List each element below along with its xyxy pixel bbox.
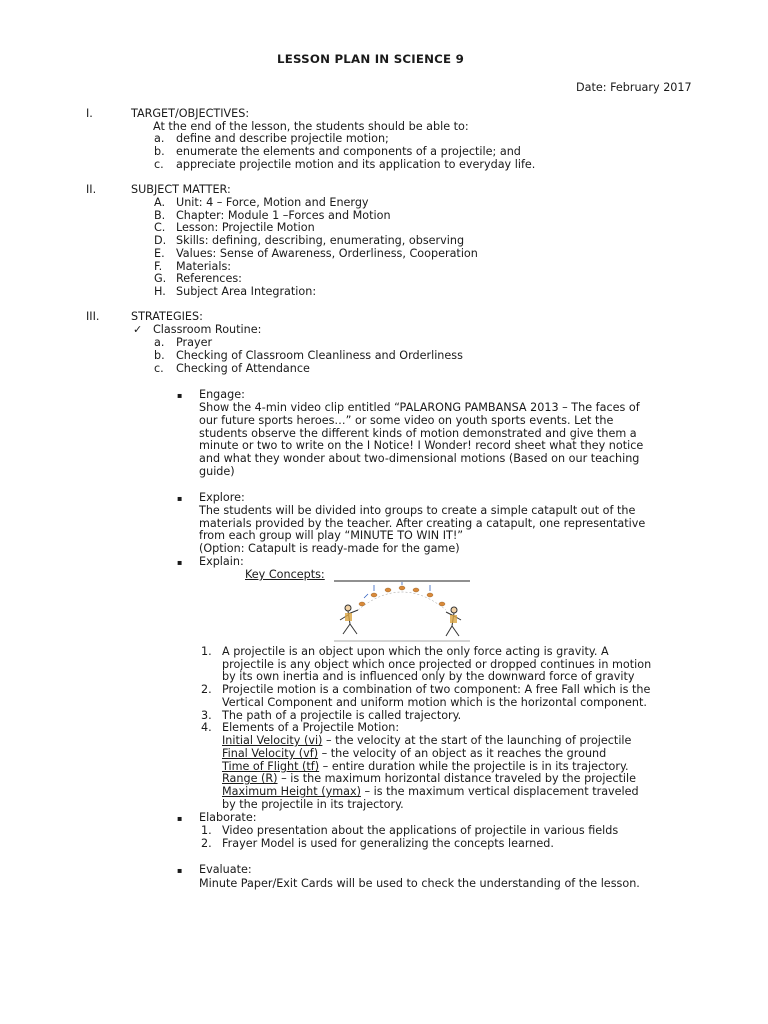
explain-label: Explain: [199,555,244,568]
subject-letter: G. [154,272,167,285]
subject-item: Skills: defining, describing, enumerating, observing [176,234,465,247]
section-1-intro: At the end of the lesson, the students should be able to: [153,120,469,133]
engage-label: Engage: [199,388,245,401]
subject-item: Unit: 4 – Force, Motion and Energy [176,196,369,209]
routine-label: Classroom Routine: [153,323,262,336]
concept-line: Projectile motion is a combination of two component: A free Fall which is the [222,683,651,696]
projectile-motion-illustration [334,580,470,642]
section-2-numeral: II. [86,183,97,196]
bullet-icon: ▪ [177,494,183,503]
concept-line: Elements of a Projectile Motion: [222,721,400,734]
engage-line: Show the 4-min video clip entitled “PALARONG PAMBANSA 2013 – The faces of [199,401,640,414]
objective-item: define and describe projectile motion; [176,132,389,145]
concept-line: Vertical Component and uniform motion which is the horizontal component. [222,696,647,709]
element-definition [222,785,639,798]
section-2-heading: SUBJECT MATTER: [131,183,231,196]
element-term: Final Velocity (vf) [222,747,319,760]
routine-item: Prayer [176,336,213,349]
subject-item: Materials: [176,260,232,273]
subject-item: Values: Sense of Awareness, Orderliness, Cooperation [176,247,478,260]
explore-line: materials provided by the teacher. After creating a catapult, one representative [199,517,646,530]
routine-letter: c. [154,362,164,375]
objective-item: enumerate the elements and components of a projectile; and [176,145,521,158]
bullet-icon: ▪ [177,558,183,567]
section-1-heading: TARGET/OBJECTIVES: [131,107,250,120]
subject-letter: D. [154,234,167,247]
subject-item: References: [176,272,242,285]
section-1-numeral: I. [86,107,93,120]
explore-line: The students will be divided into groups to create a simple catapult out of the [199,504,636,517]
objective-letter: c. [154,158,164,171]
routine-letter: a. [154,336,165,349]
concept-number: 2. [201,683,212,696]
subject-letter: B. [154,209,166,222]
routine-letter: b. [154,349,165,362]
concept-number: 1. [201,645,212,658]
subject-item: Chapter: Module 1 –Forces and Motion [176,209,391,222]
element-term: Initial Velocity (vi) [222,734,323,747]
bullet-icon: ▪ [177,866,183,875]
elaborate-item: Frayer Model is used for generalizing the concepts learned. [222,837,554,850]
bullet-icon: ▪ [177,814,183,823]
concept-line: A projectile is an object upon which the only force acting is gravity. A [222,645,609,658]
explore-label: Explore: [199,491,245,504]
section-3-numeral: III. [86,310,100,323]
elaborate-number: 2. [201,837,212,850]
element-definition [222,772,636,785]
element-term: Maximum Height (ymax) [222,785,361,798]
checkmark-icon: ✓ [133,323,143,336]
objective-letter: a. [154,132,165,145]
subject-letter: E. [154,247,165,260]
elaborate-item: Video presentation about the applications of projectile in various fields [222,824,619,837]
concept-line: The path of a projectile is called trajectory. [222,709,462,722]
evaluate-text: Minute Paper/Exit Cards will be used to check the understanding of the lesson. [199,877,640,890]
key-concepts-label: Key Concepts: [245,568,325,581]
subject-letter: H. [154,285,166,298]
subject-letter: C. [154,221,166,234]
concept-line: projectile is any object which once projected or dropped continues in motion [222,658,652,671]
section-3-heading: STRATEGIES: [131,310,203,323]
engage-line: minute or two to write on the I Notice! I Wonder! record sheet what they notice [199,439,644,452]
element-continuation: by the projectile in its trajectory. [222,798,404,811]
element-term: Time of Flight (tf) [222,760,320,773]
element-def: – the velocity at the start of the launching of projectile [322,734,632,747]
bullet-icon: ▪ [177,391,183,400]
element-definition [222,747,606,760]
subject-item: Subject Area Integration: [176,285,317,298]
concept-number: 3. [201,709,212,722]
document-date: Date: February 2017 [576,81,692,94]
explore-line: (Option: Catapult is ready-made for the game) [199,542,460,555]
engage-line: and what they wonder about two-dimensional motions (Based on our teaching [199,452,640,465]
concept-number: 4. [201,721,212,734]
engage-line: guide) [199,465,235,478]
element-def: – the velocity of an object as it reaches the ground [318,747,607,760]
subject-letter: F. [154,260,163,273]
subject-letter: A. [154,196,166,209]
concept-line: by its own inertia and is influenced only by the downward force of gravity [222,670,635,683]
explore-line: from each group will play “MINUTE TO WIN IT!” [199,529,464,542]
routine-item: Checking of Classroom Cleanliness and Orderliness [176,349,463,362]
elaborate-number: 1. [201,824,212,837]
objective-item: appreciate projectile motion and its application to everyday life. [176,158,536,171]
engage-line: students observe the different kinds of motion demonstrated and give them a [199,427,637,440]
element-definition [222,734,631,747]
element-def: – entire duration while the projectile is in its trajectory. [319,760,629,773]
evaluate-label: Evaluate: [199,863,252,876]
document-title: LESSON PLAN IN SCIENCE 9 [277,52,464,66]
subject-item: Lesson: Projectile Motion [176,221,315,234]
objective-letter: b. [154,145,165,158]
elaborate-label: Elaborate: [199,811,257,824]
element-def: – is the maximum vertical displacement traveled [360,785,639,798]
element-def: – is the maximum horizontal distance traveled by the projectile [277,772,637,785]
engage-line: our future sports heroes…” or some video on youth sports events. Let the [199,414,614,427]
routine-item: Checking of Attendance [176,362,310,375]
element-term: Range (R) [222,772,278,785]
